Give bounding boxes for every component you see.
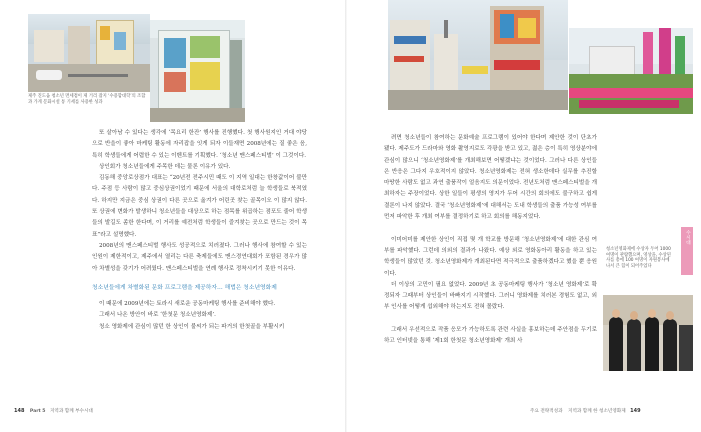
left-body-text xyxy=(92,128,307,333)
group-photo xyxy=(603,295,693,371)
side-tab-label: 지역과 함께 한 부수시대 xyxy=(685,230,697,269)
blank-line xyxy=(384,314,597,325)
page-number: 149 xyxy=(630,408,641,414)
blank-line xyxy=(384,223,597,234)
part-label: Part 5 xyxy=(29,409,46,414)
paragraph: 상인회가 청소년들에게 주목한 데는 물론 이유가 있다. xyxy=(99,163,231,170)
right-photo-caption: 청소년영화제에 수상자 두어 1000 여명이 관람했으며, 영상을, 수상된 사를 총에 100 여명이 자원봉사에 나서 큰 힘이 되어주었다 xyxy=(606,247,671,269)
paragraph: 더 이상의 고민이 필요 없었다. 2009년 초 공동마케팅 행사가 ‘청소년 영화제’로 확정되자 그때부터 상인들이 바빠지기 시작했다. 그러니 영화제를 치러본 경험도 없고, 외부 인사를 어떻게 섭외해야 하는지도 전혀 몰랐다. xyxy=(384,281,597,311)
footer-label: 주요 전략적성과 xyxy=(530,409,563,414)
paragraph: 그래서 우선적으로 작품 응모가 가능하도록 관련 사실을 홍보하는데 주안점을 두기로 하고 인터넷을 통해 ‘제1회 한첫문 청소년영화제’ 개최 사 xyxy=(384,327,597,345)
right-page xyxy=(347,0,697,432)
paragraph: 김동해 중앙로상점가 대표는 “20년전 전주시민 때도 이 지역 일대는 한창값이어 불만다. 주점 등 사람이 많고 중심상권이었기 때문에 서울의 대학로처럼 늘 학생들로 북적였다. 하지만 지금은 중심 상권이 다른 곳으로 옮겨가 어린곳 찾는 골목이오 이 많지 않다. 또 상권에 변화가 발생하니 청소년들을 대상으로 하는 점목를 위곱하는 점포도 줄어 학생들의 발길도 좀한 한다며, 이 거리를 예전처럼 학생들이 즐겨찾는 곳으로 만드는 것이 목표”라고 설명했다. xyxy=(92,175,307,238)
paragraph: 2008년의 맨스페스티벌 행사도 성공적으로 치러졌다. 그러나 행사에 참여할 수 있는 인원이 제한적이고, 제주에서 열리는 다른 축제들에도 맨스경연대회가 포함된 경우가 많아 차별성을 갖기가 어려웠다. 맨스페스티벌을 연례 행사로 정착시키기 못한 이유다. xyxy=(92,242,307,272)
paragraph: 그래서 나온 방안이 바로 ‘한첫문 청소년영화제’. xyxy=(99,312,216,319)
paragraph: 려면 청소년들이 참여하는 문화예술 프로그램이 있어야 한다며 제안한 것이 단초가 됐다. 제주도가 드라마와 영화 촬영지로도 각광을 받고 있고, 젊은 층이 특히 영상분야에 관심이 많으니 ‘청소년영화제’를 개최해보면 어떻겠냐는 것이었다. 그러나 다른 상인들은 반응은 그다지 우호적이지 않았다. 청소년영화제는 전혀 생소한데다 실무를 추진할 마땅한 사람도 없고 과연 출품작이 얼음지도 의문이었다. 전년도처럼 맨스페스티벌을 개최하자는 주장이었다. 상한 일들이 평생의 영지가 두어 시간의 회의에도 불구하고 쉽게 결론이 나지 않았다. 결국 ‘청소년영화제’에 대해서는 도내 학생들의 출품 가능성 여부를 먼저 파악한 후 개최 여부를 결정하기로 하고 회의를 해동지었다. xyxy=(384,135,597,221)
paragraph: 청소 영화제에 관심이 많던 한 상인이 불씨가 되는 파거의 한첫골을 부활시키 xyxy=(99,323,285,330)
paragraph: 또 살아남 수 있다는 생각에 ‘목요리 한잔’ 행사를 진행했다. 첫 행사원지인 거대 야당으로 반을이 좋아 마케팅 활동에 자리잡을 잇게 되자 이들재면 2008년에는 질 좋은 음, 특히 학생들에게 어렵한 수 있는 이벤트를 기획했다. ‘청소년 맨스페스티벌’ 이 그것이다. xyxy=(92,130,307,159)
section-side-tab xyxy=(681,227,697,275)
mural-photo xyxy=(150,20,245,122)
flower-street-photo xyxy=(569,28,693,114)
right-footer xyxy=(530,408,641,414)
left-page xyxy=(0,0,346,432)
paragraph: 이미어미를 제안한 상인이 직접 몇 개 학교를 방문해 ‘청소년영화제’에 대한 관심 여부를 파악했다. 그런데 의외의 결과가 나왔다. 예상 외로 영화동아리 활동을 하고 있는 학생들이 많았던 것. 청소년영화제가 개최된다면 적극적으로 출품하겠다고 했을 뿐 응원이다. xyxy=(384,236,597,277)
right-body-text xyxy=(384,133,597,348)
page-number: 148 xyxy=(14,408,25,414)
section-title: 지역과 함께 부수시대 xyxy=(49,409,93,414)
left-photo-caption: 제주 진도읍 청소년 면세점이 제 거리 잡지 ‘수용합대학’의 조합과 가게 문화시설 통 기세를 사용한 성과 xyxy=(28,94,146,105)
left-footer xyxy=(14,408,93,414)
section-subhead: 청소년들에게 차별화된 문화 프로그램을 제공하자… 해법은 청소년영화제 xyxy=(92,284,277,291)
street-mural-photo xyxy=(388,0,568,110)
paragraph: 이 때문에 2009년에는 토라시 새로운 공동마케팅 행사를 준비해야 했다. xyxy=(99,301,276,308)
street-photo xyxy=(28,14,150,92)
section-title: 지역과 함께 한 청소년영화제 xyxy=(568,409,626,414)
